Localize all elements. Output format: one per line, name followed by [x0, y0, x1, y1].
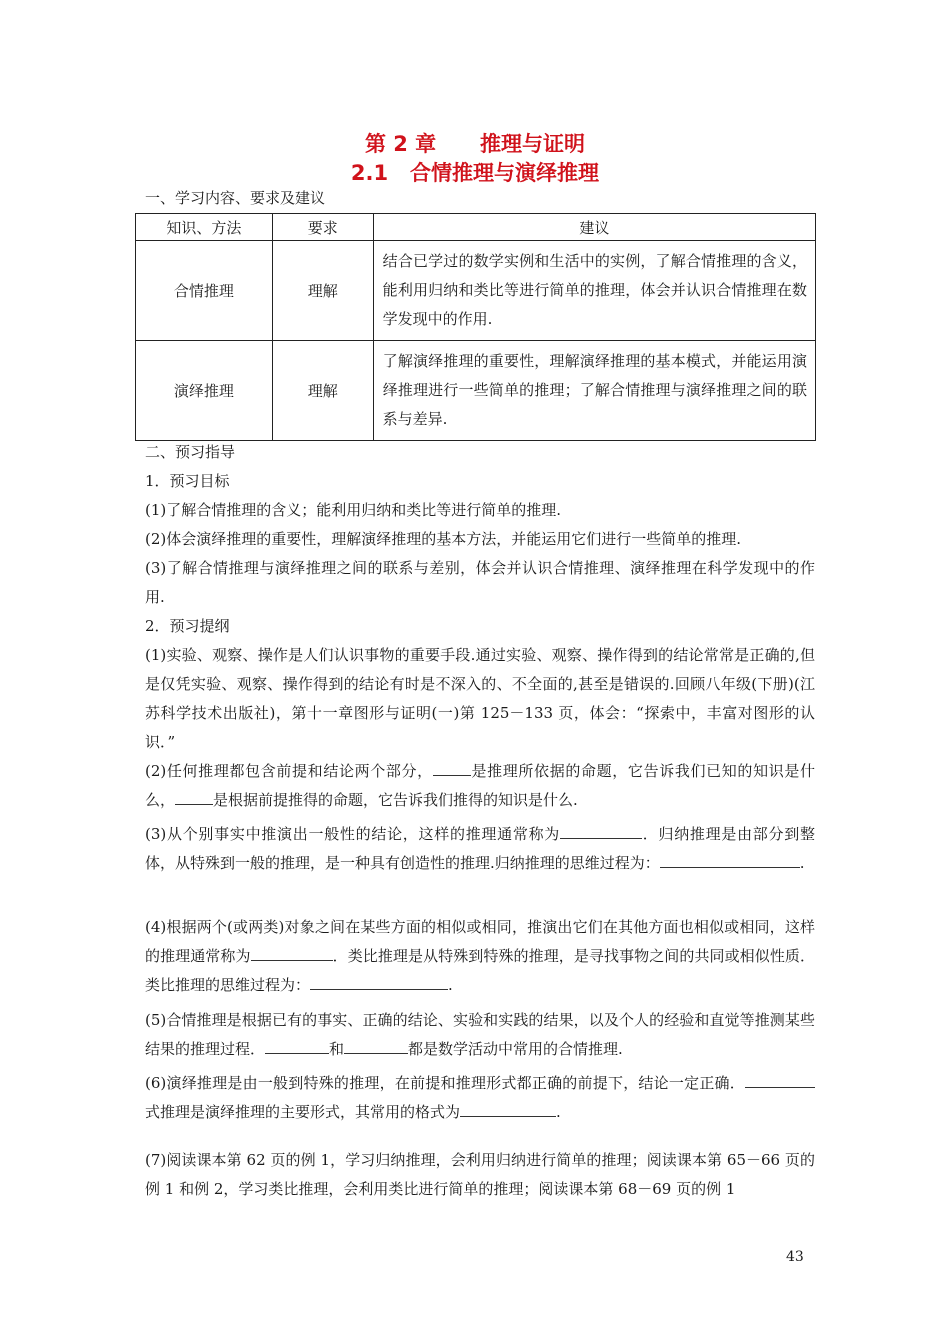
fill-blank[interactable] — [560, 821, 642, 839]
suggestion-cell: 了解演绎推理的重要性，理解演绎推理的基本模式，并能运用演绎推理进行一些简单的推理；了解合情推理与演绎推理之间的联系与差异. — [373, 341, 815, 441]
part1-heading: 一、学习内容、要求及建议 — [145, 189, 326, 207]
table-row — [136, 241, 816, 341]
requirements-table — [135, 213, 816, 441]
goals-heading: 1．预习目标 — [145, 472, 230, 490]
fill-blank[interactable] — [310, 972, 448, 990]
fill-blank[interactable] — [460, 1099, 556, 1117]
table-header-cell: 知识、方法 — [136, 214, 273, 241]
fill-blank[interactable] — [433, 758, 471, 776]
requirement-cell: 理解 — [272, 341, 373, 441]
requirement-cell: 理解 — [272, 241, 373, 341]
fill-blank[interactable] — [265, 1036, 329, 1054]
outline-paragraph-3: (3)从个别事实中推演出一般性的结论，这样的推理通常称为 ．归纳推理是由部分到整体，从特殊到一般的推理，是一种具有创造性的推理.归纳推理的思维过程为： . — [145, 820, 815, 878]
outline-paragraph-6: (6)演绎推理是由一般到特殊的推理，在前提和推理形式都正确的前提下，结论一定正确．式推理是演绎推理的主要形式，其常用的格式为 . — [145, 1069, 815, 1127]
fill-blank[interactable] — [344, 1036, 408, 1054]
table-header-cell: 要求 — [272, 214, 373, 241]
fill-blank[interactable] — [251, 943, 333, 961]
outline-paragraph-1: (1)实验、观察、操作是人们认识事物的重要手段.通过实验、观察、操作得到的结论常常是正确的,但是仅凭实验、观察、操作得到的结论有时是不深入的、不全面的,甚至是错误的.回顾八年级(下册)(江苏科学技术出版社)，第十一章图形与证明(一)第 125－133 页，体会：“探索中，丰富对图形的认识．” — [145, 646, 815, 751]
part2-heading: 二、预习指导 — [145, 443, 236, 461]
fill-blank[interactable] — [660, 850, 800, 868]
table-header-row — [136, 214, 816, 241]
suggestion-cell: 结合已学过的数学实例和生活中的实例，了解合情推理的含义，能利用归纳和类比等进行简单的推理，体会并认识合情推理在数学发现中的作用. — [373, 241, 815, 341]
fill-blank[interactable] — [175, 787, 213, 805]
outline-paragraph-2: (2)任何推理都包含前提和结论两个部分， 是推理所依据的命题，它告诉我们已知的知识是什么， 是根据前提推得的命题，它告诉我们推得的知识是什么. — [145, 757, 815, 815]
topic-cell: 合情推理 — [136, 241, 273, 341]
page-number: 43 — [786, 1249, 804, 1265]
fill-blank[interactable] — [745, 1070, 815, 1088]
outline-paragraph-7: (7)阅读课本第 62 页的例 1，学习归纳推理，会利用归纳进行简单的推理；阅读课本第 65－66 页的例 1 和例 2，学习类比推理，会利用类比进行简单的推理；阅读课本第 68－69 页的例 1 — [145, 1151, 815, 1198]
outline-heading: 2．预习提纲 — [145, 617, 230, 635]
chapter-title: 第 2 章 推理与证明 — [364, 132, 586, 156]
goal-item: (3)了解合情推理与演绎推理之间的联系与差别，体会并认识合情推理、演绎推理在科学发现中的作用. — [145, 559, 815, 606]
table-header-cell: 建议 — [373, 214, 815, 241]
section-title: 2.1 合情推理与演绎推理 — [350, 161, 600, 185]
table-row — [136, 341, 816, 441]
outline-paragraph-5: (5)合情推理是根据已有的事实、正确的结论、实验和实践的结果，以及个人的经验和直觉等推测某些结果的推理过程． 和 都是数学活动中常用的合情推理. — [145, 1011, 815, 1058]
outline-paragraph-4: (4)根据两个(或两类)对象之间在某些方面的相似或相同，推演出它们在其他方面也相似或相同，这样的推理通常称为 ．类比推理是从特殊到特殊的推理，是寻找事物之间的共同或相似性质．类比推理的思维过程为： . — [145, 918, 815, 994]
topic-cell: 演绎推理 — [136, 341, 273, 441]
goal-item: (1)了解合情推理的含义；能利用归纳和类比等进行简单的推理. — [145, 501, 562, 519]
goal-item: (2)体会演绎推理的重要性，理解演绎推理的基本方法，并能运用它们进行一些简单的推理. — [145, 530, 742, 548]
